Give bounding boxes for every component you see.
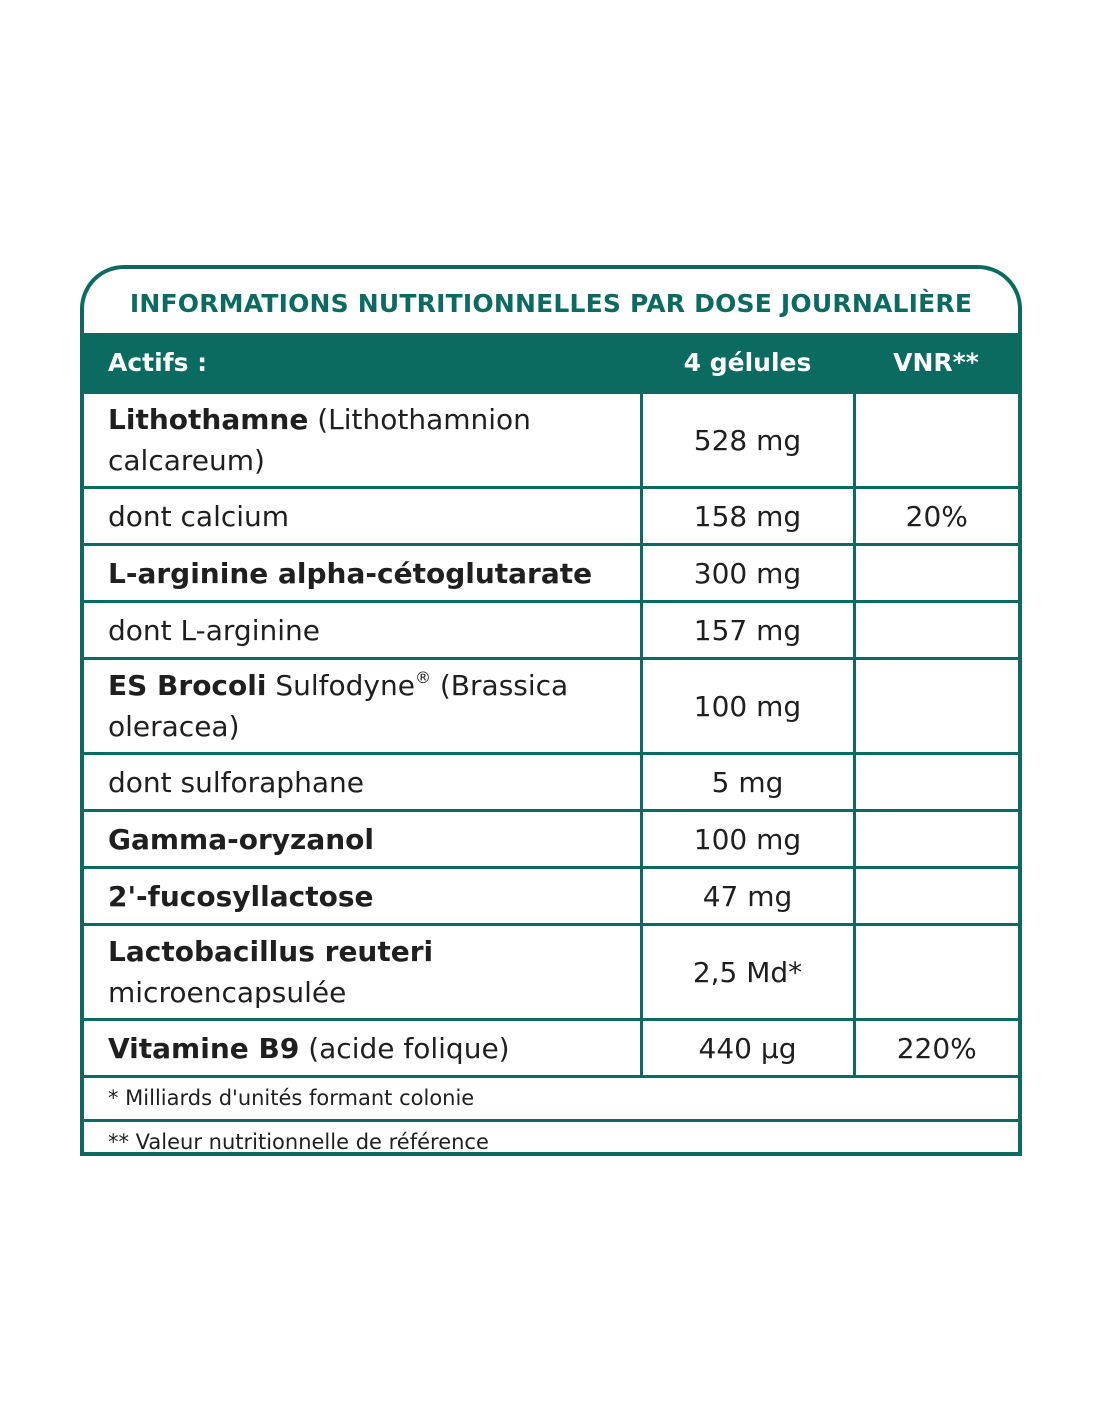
vnr-value <box>854 545 1018 602</box>
nutrition-table <box>84 333 1018 1156</box>
ingredient-bold: Gamma-oryzanol <box>108 822 374 856</box>
vnr-value <box>854 393 1018 488</box>
ingredient-detail: dont sulforaphane <box>108 765 364 799</box>
dose-amount: 47 mg <box>641 868 854 925</box>
ingredient-name <box>84 1020 641 1077</box>
vnr-value: 20% <box>854 488 1018 545</box>
table-row <box>84 488 1018 545</box>
dose-amount: 100 mg <box>641 659 854 754</box>
ingredient-name <box>84 811 641 868</box>
dose-amount: 100 mg <box>641 811 854 868</box>
header-row <box>84 333 1018 393</box>
ingredient-name <box>84 754 641 811</box>
footnote-row <box>84 1121 1018 1157</box>
table-row <box>84 754 1018 811</box>
ingredient-detail: dont calcium <box>108 499 290 533</box>
vnr-value <box>854 659 1018 754</box>
vnr-value <box>854 925 1018 1020</box>
table-row <box>84 868 1018 925</box>
dose-amount: 5 mg <box>641 754 854 811</box>
ingredient-detail: (Brassica oleracea) <box>108 669 569 743</box>
ingredient-name <box>84 393 641 488</box>
dose-amount: 157 mg <box>641 602 854 659</box>
table-row <box>84 545 1018 602</box>
table-row <box>84 602 1018 659</box>
vnr-value <box>854 602 1018 659</box>
vnr-value <box>854 754 1018 811</box>
dose-amount: 440 µg <box>641 1020 854 1077</box>
ingredient-name <box>84 602 641 659</box>
vnr-value: 220% <box>854 1020 1018 1077</box>
table-row <box>84 659 1018 754</box>
ingredient-detail: microencapsulée <box>108 976 347 1009</box>
footnote: ** Valeur nutritionnelle de référence <box>84 1121 1018 1157</box>
table-row <box>84 1020 1018 1077</box>
vnr-value <box>854 868 1018 925</box>
ingredient-name <box>84 868 641 925</box>
header-dose: 4 gélules <box>641 333 854 393</box>
vnr-value <box>854 811 1018 868</box>
header-vnr: VNR** <box>854 333 1018 393</box>
header-actives: Actifs : <box>84 333 641 393</box>
registered-mark: ® <box>414 668 431 687</box>
ingredient-detail: (Lithothamnion calcareum) <box>108 403 531 477</box>
dose-amount: 2,5 Md* <box>641 925 854 1020</box>
dose-amount: 300 mg <box>641 545 854 602</box>
table-row <box>84 811 1018 868</box>
ingredient-bold: L-arginine alpha-cétoglutarate <box>108 556 593 590</box>
footnote: * Milliards d'unités formant colonie <box>84 1077 1018 1121</box>
table-row <box>84 925 1018 1020</box>
dose-amount: 158 mg <box>641 488 854 545</box>
ingredient-bold: Lactobacillus reuteri <box>108 935 434 968</box>
panel-title: INFORMATIONS NUTRITIONNELLES PAR DOSE JOURNALIÈRE <box>129 288 973 318</box>
table-row <box>84 393 1018 488</box>
nutrition-panel <box>80 265 1022 1156</box>
dose-amount: 528 mg <box>641 393 854 488</box>
ingredient-bold: ES Brocoli <box>108 669 267 702</box>
footnote-row <box>84 1077 1018 1121</box>
ingredient-detail: (acide folique) <box>299 1031 510 1065</box>
ingredient-detail: Sulfodyne <box>266 669 415 702</box>
ingredient-bold: Vitamine B9 <box>108 1031 300 1065</box>
ingredient-name <box>84 659 641 754</box>
ingredient-bold: 2'-fucosyllactose <box>108 879 374 913</box>
ingredient-detail: dont L-arginine <box>108 613 320 647</box>
ingredient-name <box>84 488 641 545</box>
ingredient-name <box>84 925 641 1020</box>
ingredient-bold: Lithothamne <box>108 403 309 436</box>
ingredient-name <box>84 545 641 602</box>
